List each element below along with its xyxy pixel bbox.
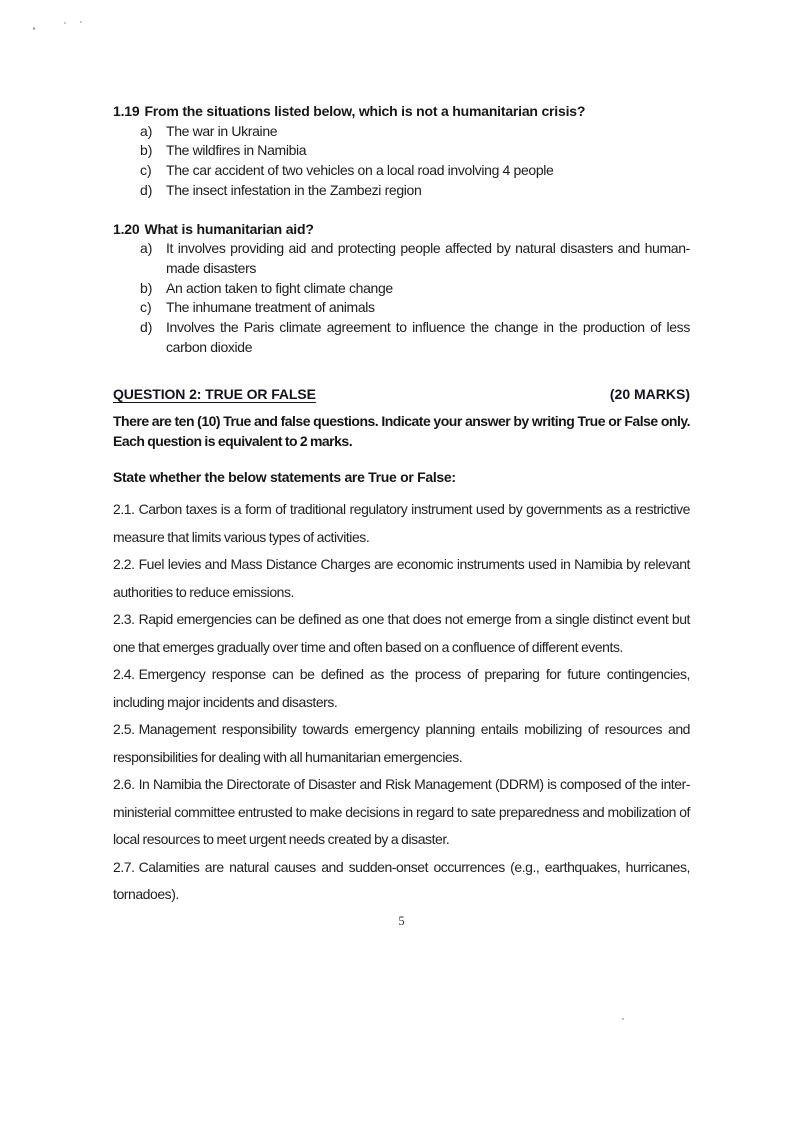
option-text: The insect infestation in the Zambezi region (166, 181, 422, 198)
option-a (140, 239, 690, 278)
statement-number: 2.7. (113, 858, 135, 875)
section-prompt: State whether the below statements are True or False: (113, 469, 456, 486)
option-letter: d) (140, 319, 153, 336)
option-text: The inhumane treatment of animals (166, 299, 375, 316)
option-b (140, 141, 690, 161)
statement-text: Rapid emergencies can be defined as one that does not emerge from a single distinct event but one that emerges gradually over time and often based on a confluence of different events. (113, 611, 690, 655)
statement-2-1 (113, 496, 690, 551)
statement-text: Emergency response can be defined as the process of preparing for future contingencies, including major incidents and disasters. (113, 666, 690, 710)
question-number: 1.20 (113, 220, 140, 237)
option-text: It involves providing aid and protecting people affected by natural disasters and human-made disasters (166, 240, 690, 276)
question-1-20-options (140, 239, 690, 357)
statement-2-6 (113, 771, 690, 854)
statement-number: 2.2. (113, 556, 135, 573)
section-heading-row (113, 386, 690, 402)
option-letter: c) (140, 162, 152, 179)
question-text: From the situations listed below, which is not a humanitarian crisis? (144, 103, 586, 119)
statement-number: 2.1. (113, 501, 135, 518)
statement-text: In Namibia the Directorate of Disaster and Risk Management (DDRM) is composed of the inter-ministerial committee entrusted to make decisions in regard to sate preparedness and mobilization of local resources to meet urgent needs created by a disaster. (113, 776, 690, 848)
statement-2-4 (113, 661, 690, 716)
option-letter: a) (140, 240, 153, 257)
option-text: The wildfires in Namibia (166, 142, 307, 159)
section-title: QUESTION 2: TRUE OR FALSE (113, 386, 316, 403)
statement-2-2 (113, 551, 690, 606)
statement-number: 2.6. (113, 776, 135, 793)
option-text: The car accident of two vehicles on a local road involving 4 people (166, 162, 554, 179)
question-number: 1.19 (113, 103, 140, 119)
statement-text: Carbon taxes is a form of traditional regulatory instrument used by governments as a restrictive measure that limits various types of activities. (113, 501, 690, 545)
question-1-19-heading (113, 102, 690, 122)
statement-2-7 (113, 854, 690, 909)
statement-text: Calamities are natural causes and sudden-onset occurrences (e.g., earthquakes, hurricanes, tornadoes). (113, 858, 690, 903)
question-1-20 (113, 220, 690, 358)
statement-number: 2.5. (113, 721, 135, 738)
option-b (140, 279, 690, 299)
statements-list (113, 496, 690, 909)
option-c (140, 298, 690, 318)
option-d (140, 318, 690, 357)
statement-number: 2.3. (113, 611, 135, 628)
option-letter: d) (140, 181, 153, 198)
option-text: An action taken to fight climate change (166, 279, 393, 296)
question-1-20-heading (113, 220, 690, 240)
option-letter: c) (140, 299, 152, 316)
question-1-19 (113, 102, 690, 201)
statement-number: 2.4. (113, 666, 135, 683)
statement-2-5 (113, 716, 690, 771)
statement-text: Management responsibility towards emergency planning entails mobilizing of resources and responsibilities for dealing with all humanitarian emergencies. (113, 721, 690, 765)
statement-text: Fuel levies and Mass Distance Charges are economic instruments used in Namibia by relevant authorities to reduce emissions. (113, 556, 690, 600)
statement-2-3 (113, 606, 690, 661)
option-d (140, 181, 690, 201)
option-letter: b) (140, 279, 153, 296)
section-instructions: There are ten (10) True and false questions. Indicate your answer by writing True or False only. Each question is equivalent to 2 marks. (113, 413, 690, 450)
option-text: Involves the Paris climate agreement to influence the change in the production of less carbon dioxide (166, 319, 690, 355)
option-letter: b) (140, 142, 153, 159)
option-c (140, 161, 690, 181)
section-question-2 (113, 386, 690, 909)
option-a (140, 122, 690, 142)
section-marks: (20 MARKS) (609, 386, 690, 403)
question-1-19-options (140, 122, 690, 201)
page-number: 5 (398, 913, 405, 928)
option-letter: a) (140, 122, 153, 139)
option-text: The war in Ukraine (166, 122, 278, 139)
question-text: What is humanitarian aid? (144, 220, 314, 237)
